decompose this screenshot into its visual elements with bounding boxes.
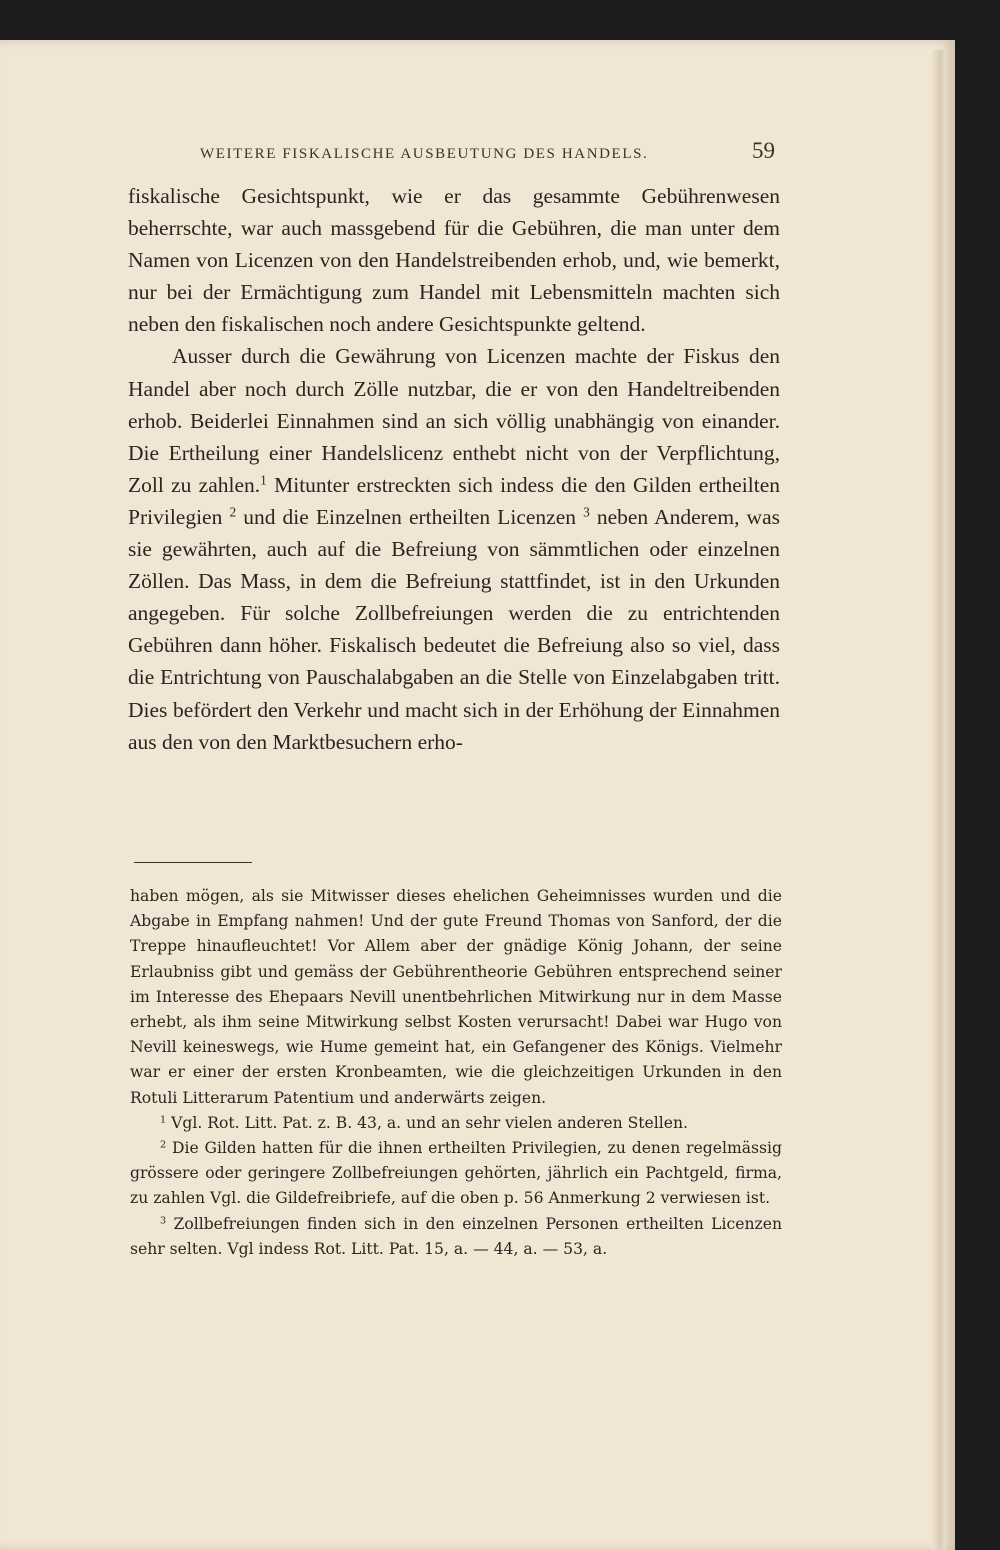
footnote-2 bbox=[130, 1136, 782, 1212]
page-fore-edge bbox=[932, 50, 946, 1550]
page-number: 59 bbox=[752, 138, 775, 163]
footnote-1 bbox=[130, 1111, 782, 1136]
footnote-divider bbox=[134, 862, 252, 863]
footnote-text-2: Die Gilden hatten für die ihnen ertheilten Privilegien, zu denen regelmässig grössere oder geringere Zollbefreiungen gehörten, jährlich ein Pachtgeld, firma, zu zahlen Vgl. die Gildefreibriefe, auf die oben p. 56 Anmerkung 2 verwiesen ist. bbox=[130, 1139, 782, 1208]
footnote-continued: haben mögen, als sie Mitwisser dieses ehelichen Geheimnisses wurden und die Abgabe in Empfang nahmen! Und der gute Freund Thomas von Sanford, der die Treppe hinaufleuchtet! Vor Allem aber der gnädige König Johann, der seine Erlaubniss gibt und gemäss der Gebührentheorie Gebühren entsprechend seiner im Interesse des Ehepaars Nevill unentbehrlichen Mitwirkung nur in dem Masse erhebt, als ihm seine Mitwirkung selbst Kosten verursacht! Dabei war Hugo von Nevill keineswegs, wie Hume gemeint hat, ein Gefangener des Königs. Vielmehr war er einer der ersten Kronbeamten, wie die gleichzeitigen Urkunden in den Rotuli Litterarum Patentium und anderwärts zeigen. bbox=[130, 887, 782, 1107]
footnote-ref-2: 2 bbox=[229, 504, 237, 520]
paragraph-2-part-d: neben Anderem, was sie gewährten, auch auf die Befreiung von sämmtlichen oder einzelnen Zöllen. Das Mass, in dem die Befreiung stattfindet, ist in den Urkunden angegeben. Für solche Zollbefreiungen werden die zu entrichtenden Gebühren dann höher. Fiskalisch bedeutet die Befreiung also so viel, dass die Entrichtung von Pauschalabgaben an die Stelle von Einzelabgaben tritt. Dies befördert den Verkehr und macht sich in der Erhöhung der Einnahmen aus den von den Marktbesuchern erho- bbox=[128, 504, 780, 754]
footnote-marker-3: 3 bbox=[160, 1215, 167, 1227]
footnote-ref-3: 3 bbox=[583, 504, 590, 520]
footnote-3 bbox=[130, 1212, 782, 1262]
footnotes bbox=[130, 884, 782, 1262]
running-head: WEITERE FISKALISCHE AUSBEUTUNG DES HANDELS. bbox=[200, 146, 649, 162]
footnote-marker-1: 1 bbox=[160, 1114, 167, 1126]
footnote-ref-1: 1 bbox=[260, 472, 267, 488]
footnote-text-3: Zollbefreiungen finden sich in den einzelnen Personen ertheilten Licenzen sehr selten. Vgl indess Rot. Litt. Pat. 15, a. — 44, a. — 53, a. bbox=[130, 1214, 782, 1258]
footnote-marker-2: 2 bbox=[160, 1139, 167, 1151]
paragraph-2-part-a: Ausser durch die Gewährung von Licenzen machte der Fiskus den Handel aber noch durch Zölle nutzbar, die er von den Handeltreibenden erhob. Beiderlei Einnahmen sind an sich völlig unabhängig von einander. Die Ertheilung einer Handelslicenz enthebt nicht von der Verpflichtung, Zoll zu zahlen. bbox=[128, 344, 780, 497]
paragraph-2 bbox=[128, 340, 780, 757]
paragraph-1: fiskalische Gesichtspunkt, wie er das gesammte Gebührenwesen beherrschte, war auch massgebend für die Gebühren, die man unter dem Namen von Licenzen von den Handelstreibenden erhob, und, wie bemerkt, nur bei der Ermächtigung zum Handel mit Lebensmitteln machten sich neben den fiskalischen noch andere Gesichtspunkte geltend. bbox=[128, 184, 780, 337]
paragraph-2-part-b: Mitunter erstreckten sich indess die den Gilden ertheilten Privilegien bbox=[128, 472, 780, 529]
paragraph-2-part-c: und die Einzelnen ertheilten Licenzen bbox=[236, 504, 584, 529]
footnote-text-1: Vgl. Rot. Litt. Pat. z. B. 43, a. und an sehr vielen anderen Stellen. bbox=[166, 1113, 688, 1132]
main-text bbox=[128, 180, 780, 758]
